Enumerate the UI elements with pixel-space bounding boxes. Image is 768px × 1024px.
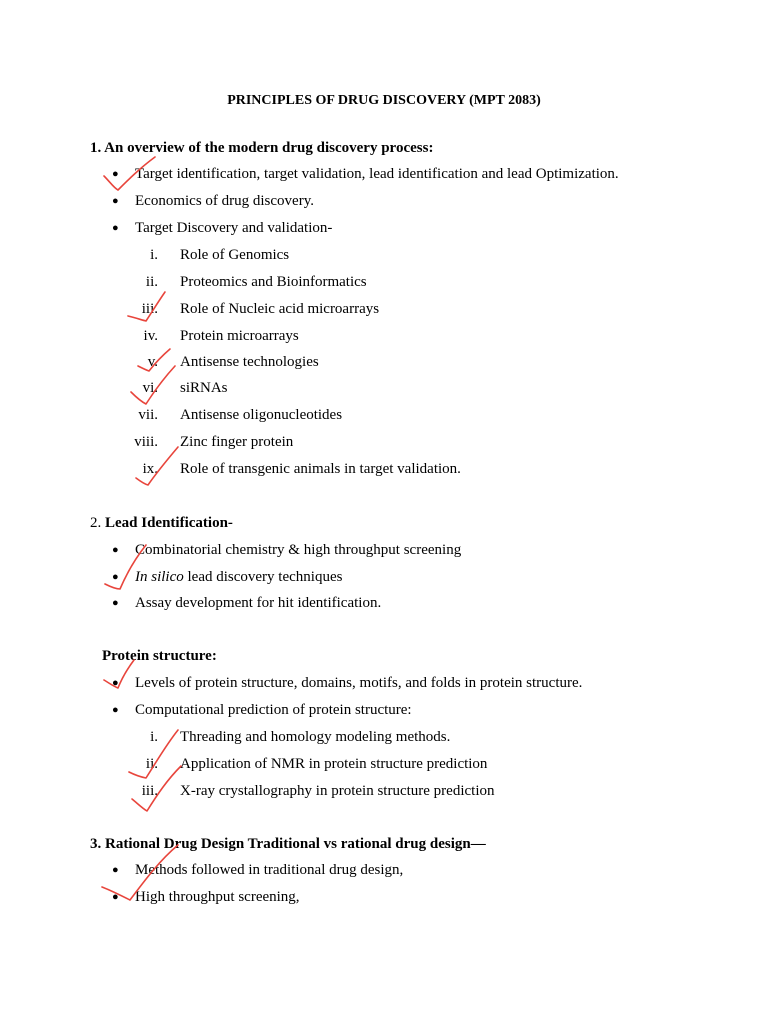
sub-list-item: Protein microarrays (180, 328, 299, 344)
section-title: Lead Identification- (105, 515, 233, 531)
bullet-dot: ● (112, 571, 119, 583)
roman-numeral: iii. (141, 783, 158, 799)
list-item: Levels of protein structure, domains, motifs, and folds in protein structure. (135, 675, 583, 691)
roman-numeral: vi. (142, 380, 158, 396)
bullet-dot: ● (112, 168, 119, 180)
bullet-dot: ● (112, 597, 119, 609)
roman-numeral: ii. (145, 756, 158, 772)
item-text: Combinatorial chemistry & high throughput screening (135, 542, 462, 558)
list-item: High throughput screening, (135, 889, 300, 905)
list-item: Methods followed in traditional drug design, (135, 862, 404, 878)
roman-numeral: i. (150, 729, 158, 745)
bullet-dot: ● (112, 544, 119, 556)
page-title: PRINCIPLES OF DRUG DISCOVERY (MPT 2083) (227, 93, 541, 108)
sub-list-item: Zinc finger protein (180, 434, 294, 450)
roman-numeral: iii. (141, 301, 158, 317)
list-item: Computational prediction of protein structure: (135, 702, 412, 718)
item-text: Assay development for hit identification. (135, 595, 382, 611)
roman-numeral: i. (150, 247, 158, 263)
roman-numeral: v. (147, 354, 158, 370)
roman-numeral: ix. (142, 461, 158, 477)
section-number: 2. (90, 515, 102, 531)
bullet-dot: ● (112, 864, 119, 876)
bullet-dot: ● (112, 891, 119, 903)
sub-list-item: Application of NMR in protein structure prediction (180, 756, 488, 772)
italic-text: In silico (135, 569, 184, 585)
list-item (135, 568, 342, 586)
list-item: Economics of drug discovery. (135, 193, 314, 209)
sub-list-item: Antisense technologies (180, 354, 319, 370)
sub-list-item: Proteomics and Bioinformatics (180, 274, 367, 290)
sub-list-item: siRNAs (180, 380, 228, 396)
list-item: Target identification, target validation, lead identification and lead Optimization. (135, 166, 619, 182)
bullet-dot: ● (112, 222, 119, 234)
section-heading-overview: 1. An overview of the modern drug discovery process: (90, 140, 434, 156)
roman-numeral: iv. (143, 328, 158, 344)
sub-list-item: Threading and homology modeling methods. (180, 729, 451, 745)
list-item (135, 541, 461, 559)
roman-numeral: ii. (145, 274, 158, 290)
sub-list-item: Role of Genomics (180, 247, 290, 263)
sub-list-item: Role of Nucleic acid microarrays (180, 301, 380, 317)
bullet-dot: ● (112, 195, 119, 207)
roman-numeral: viii. (134, 434, 158, 450)
roman-numeral: vii. (138, 407, 158, 423)
list-item (135, 594, 381, 612)
list-item: Target Discovery and validation- (135, 220, 333, 236)
section-heading-lead-identification (90, 514, 233, 532)
section-heading-rational-drug-design: 3. Rational Drug Design Traditional vs rational drug design— (90, 836, 486, 852)
item-text: lead discovery techniques (183, 569, 343, 585)
sub-list-item: Antisense oligonucleotides (180, 407, 343, 423)
bullet-dot: ● (112, 677, 119, 689)
bullet-dot: ● (112, 704, 119, 716)
sub-list-item: Role of transgenic animals in target validation. (180, 461, 461, 477)
sub-list-item: X-ray crystallography in protein structure prediction (180, 783, 495, 799)
section-heading-protein-structure: Protein structure: (102, 648, 217, 664)
